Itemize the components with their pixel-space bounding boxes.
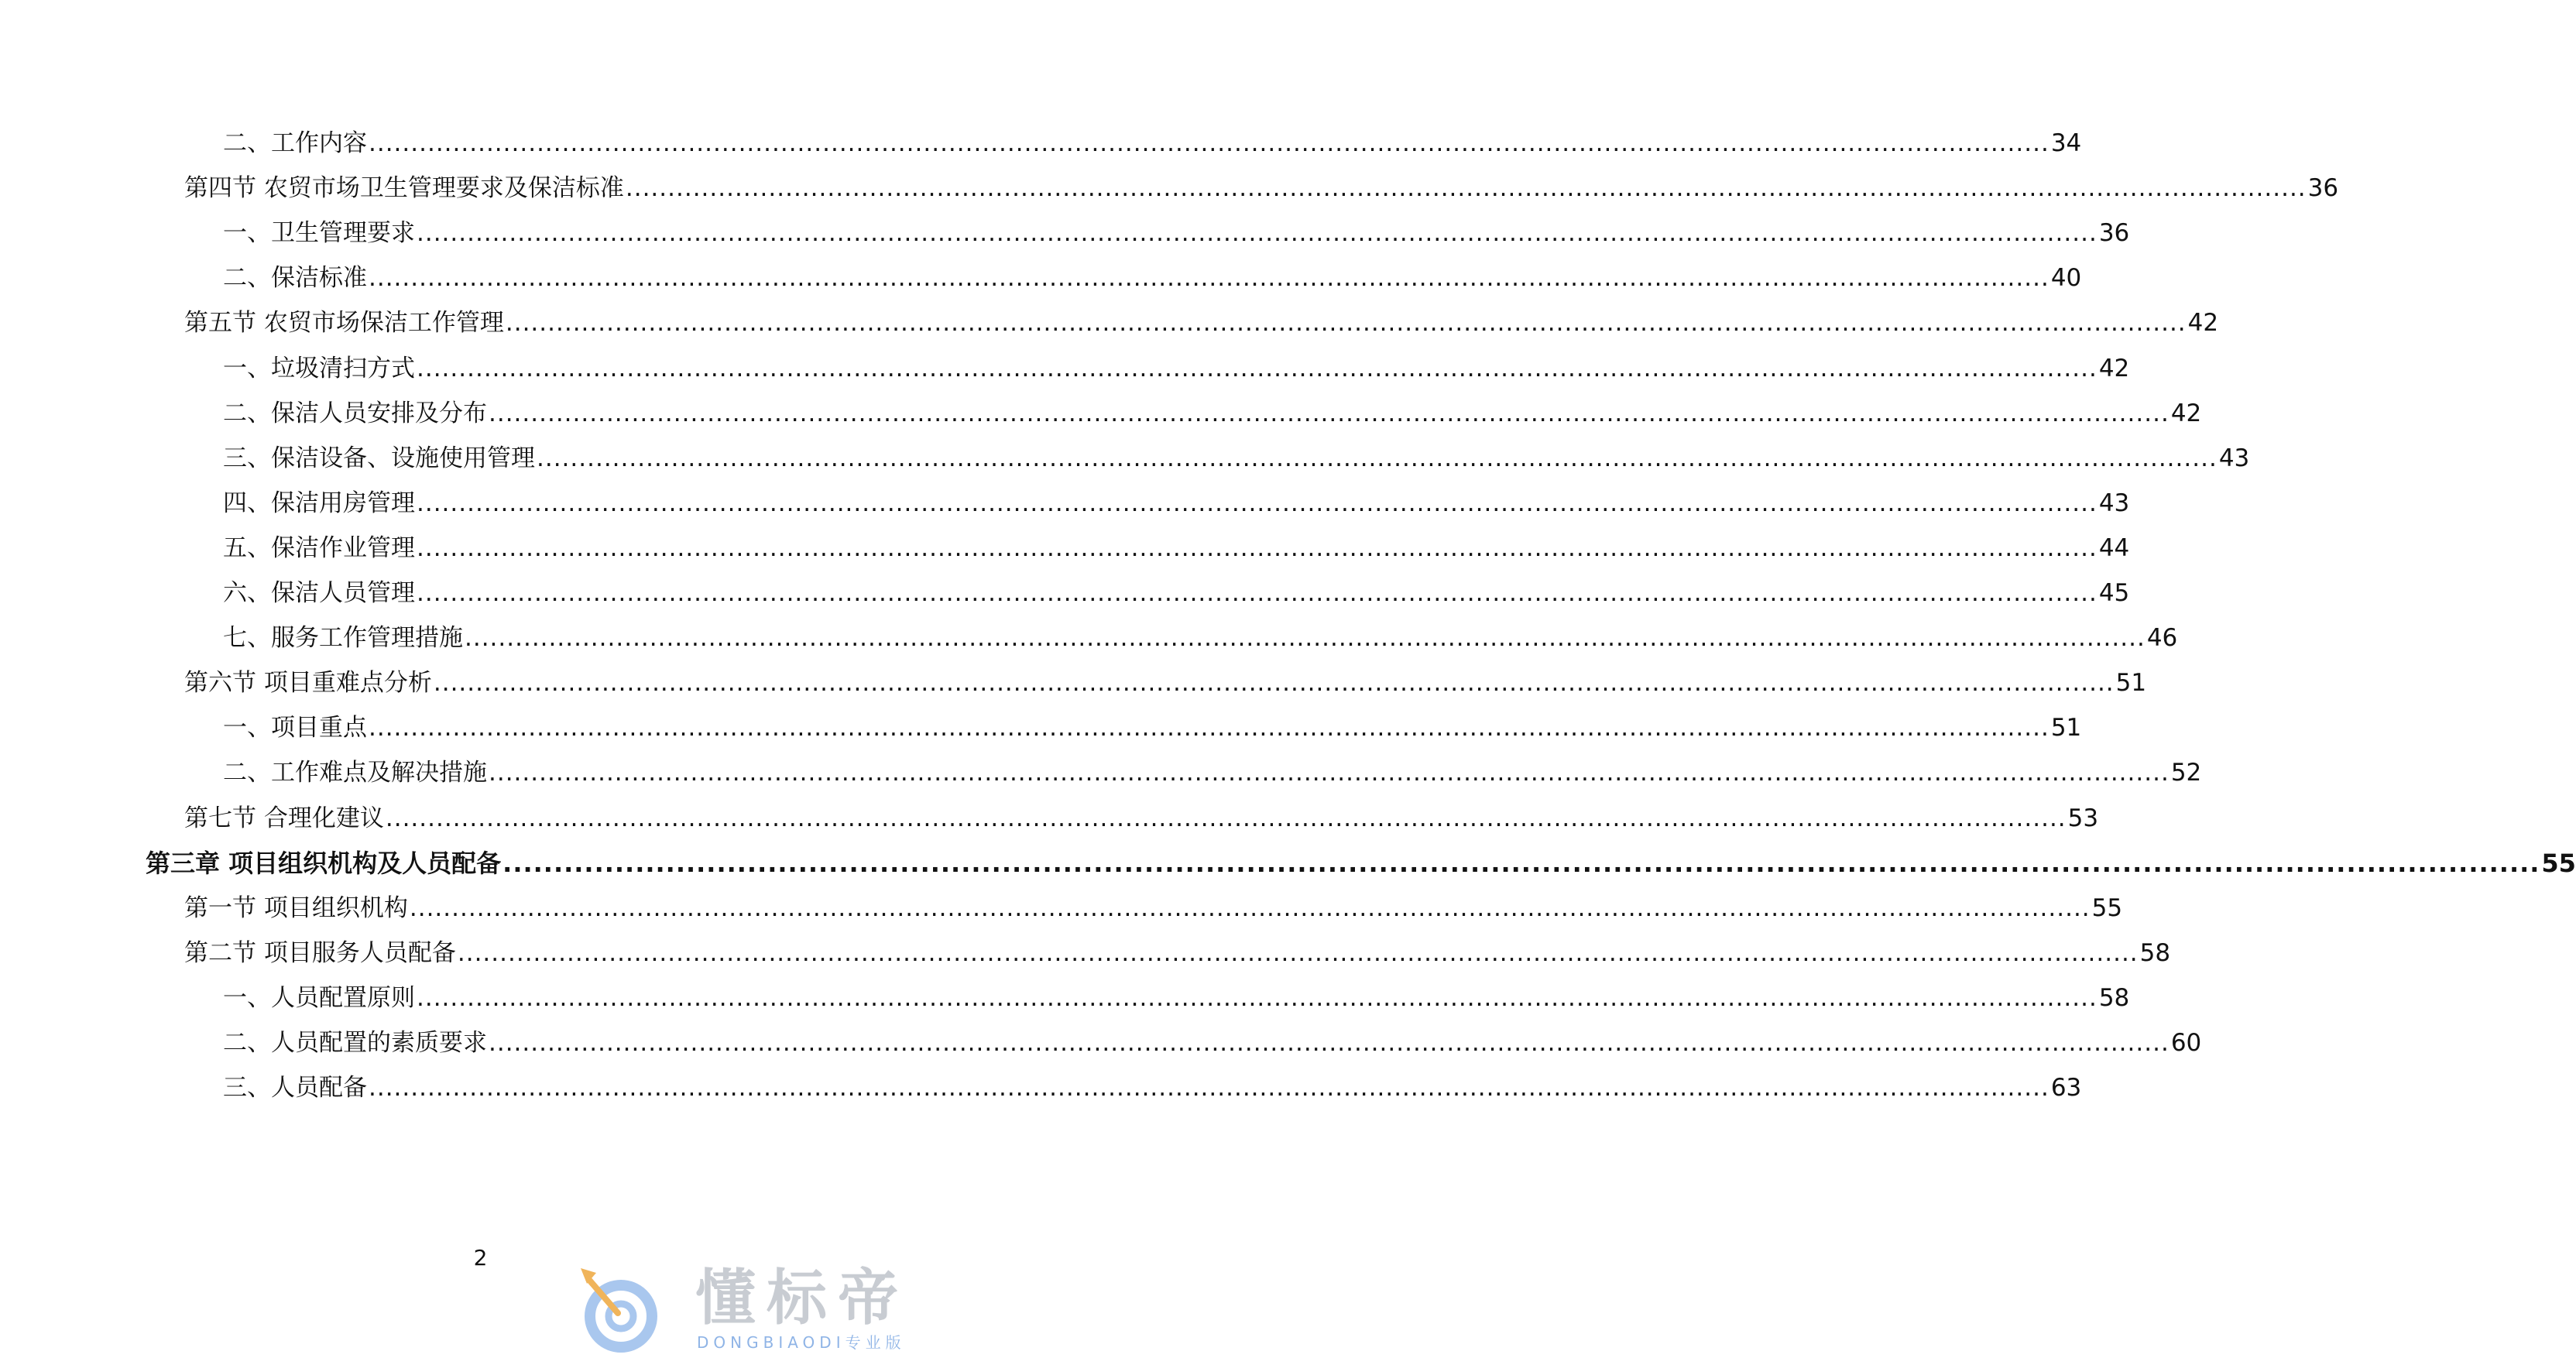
toc-leader-dots: ........................................................................................................................................................................................................ (417, 579, 2098, 607)
toc-entry[interactable] (223, 398, 2202, 429)
toc-entry-page: 53 (2067, 804, 2099, 832)
toc-entry-page: 44 (2098, 533, 2130, 562)
toc-entry[interactable] (184, 938, 2171, 969)
toc-entry[interactable] (223, 443, 2250, 474)
toc-entry[interactable] (223, 982, 2130, 1013)
toc-leader-dots: ........................................................................................................................................................................................................ (369, 264, 2049, 293)
toc-leader-dots: ........................................................................................................................................................................................................ (489, 399, 2170, 427)
toc-entry[interactable] (184, 173, 2339, 204)
toc-leader-dots: ........................................................................................................................................................................................................ (417, 219, 2098, 248)
toc-leader-dots: ........................................................................................................................................................................................................ (417, 983, 2098, 1012)
toc-leader-dots: ........................................................................................................................................................................................................ (465, 624, 2146, 653)
toc-entry-title: 第一节 项目组织机构 (184, 893, 408, 922)
toc-leader-dots: ........................................................................................................................................................................................................ (503, 848, 2540, 878)
toc-entry-title: 四、保洁用房管理 (223, 489, 415, 517)
toc-entry[interactable] (223, 488, 2130, 519)
toc-entry-page: 42 (2098, 354, 2130, 382)
toc-entry[interactable] (223, 353, 2130, 384)
toc-entry[interactable] (223, 218, 2130, 249)
toc-entry-title: 三、人员配备 (223, 1074, 367, 1103)
toc-leader-dots: ........................................................................................................................................................................................................ (489, 1029, 2170, 1057)
toc-entry-page: 42 (2187, 309, 2219, 338)
toc-entry-title: 一、人员配置原则 (223, 983, 415, 1012)
toc-leader-dots: ........................................................................................................................................................................................................ (433, 669, 2115, 698)
toc-entry[interactable] (223, 128, 2082, 159)
toc-leader-dots: ........................................................................................................................................................................................................ (409, 893, 2091, 922)
toc-entry-title: 第六节 项目重难点分析 (184, 669, 432, 698)
toc-entry-title: 一、垃圾清扫方式 (223, 354, 415, 382)
toc-leader-dots: ........................................................................................................................................................................................................ (369, 1074, 2049, 1103)
toc-entry-title: 二、保洁标准 (223, 264, 367, 293)
watermark-logo (573, 1262, 945, 1353)
toc-entry-page: 34 (2050, 129, 2082, 157)
toc-leader-dots: ........................................................................................................................................................................................................ (625, 174, 2307, 203)
toc-entry-page: 60 (2170, 1029, 2202, 1057)
toc-entry-page: 46 (2146, 624, 2178, 653)
toc-entry-page: 63 (2050, 1074, 2082, 1103)
toc-entry-title: 第二节 项目服务人员配备 (184, 938, 456, 967)
toc-entry[interactable] (184, 893, 2123, 924)
toc-entry-page: 55 (2091, 893, 2123, 922)
toc-entry-page: 36 (2098, 219, 2130, 248)
toc-leader-dots: ........................................................................................................................................................................................................ (369, 129, 2049, 157)
toc-leader-dots: ........................................................................................................................................................................................................ (489, 759, 2170, 787)
toc-leader-dots: ........................................................................................................................................................................................................ (417, 354, 2098, 382)
toc-entry-title: 第三章 项目组织机构及人员配备 (146, 848, 502, 878)
toc-leader-dots: ........................................................................................................................................................................................................ (457, 938, 2139, 967)
toc-entry-page: 51 (2115, 669, 2147, 698)
toc-entry[interactable] (184, 803, 2099, 834)
toc-entry-title: 六、保洁人员管理 (223, 579, 415, 607)
toc-entry-title: 第七节 合理化建议 (184, 804, 384, 832)
toc-entry[interactable] (184, 667, 2147, 698)
toc-entry-title: 二、保洁人员安排及分布 (223, 399, 487, 427)
toc-entry[interactable] (223, 1027, 2202, 1058)
toc-entry-title: 一、项目重点 (223, 714, 367, 742)
toc-entry[interactable] (146, 848, 2576, 879)
toc-entry-page: 52 (2170, 759, 2202, 787)
toc-entry-page: 40 (2050, 264, 2082, 293)
toc-entry-page: 58 (2098, 983, 2130, 1012)
toc-entry-title: 三、保洁设备、设施使用管理 (223, 444, 535, 472)
toc-entry[interactable] (223, 712, 2082, 743)
toc-entry-title: 二、工作内容 (223, 129, 367, 157)
toc-entry-page: 43 (2218, 444, 2250, 472)
toc-entry[interactable] (223, 1072, 2082, 1103)
toc-entry-page: 45 (2098, 579, 2130, 607)
toc-leader-dots: ........................................................................................................................................................................................................ (417, 533, 2098, 562)
toc-leader-dots: ........................................................................................................................................................................................................ (417, 489, 2098, 517)
toc-entry-title: 五、保洁作业管理 (223, 533, 415, 562)
toc-entry-title: 第五节 农贸市场保洁工作管理 (184, 309, 504, 338)
toc-entry-title: 七、服务工作管理措施 (223, 624, 463, 653)
toc-entry-title: 第四节 农贸市场卫生管理要求及保洁标准 (184, 174, 624, 203)
toc-entry[interactable] (223, 578, 2130, 609)
toc-entry-title: 二、工作难点及解决措施 (223, 759, 487, 787)
toc-entry[interactable] (223, 533, 2130, 564)
toc-leader-dots: ........................................................................................................................................................................................................ (537, 444, 2218, 472)
toc-entry-page: 42 (2170, 399, 2202, 427)
watermark-subtitle: DONGBIAODI专业版 (697, 1333, 906, 1352)
target-arrow-icon (573, 1262, 672, 1353)
toc-entry[interactable] (223, 622, 2178, 653)
toc-entry-title: 二、人员配置的素质要求 (223, 1029, 487, 1057)
toc-entry-page: 43 (2098, 489, 2130, 517)
toc-leader-dots: ........................................................................................................................................................................................................ (505, 309, 2187, 338)
toc-entry[interactable] (184, 307, 2219, 338)
toc-entry-page: 58 (2139, 938, 2171, 967)
toc-entry-page: 36 (2307, 174, 2339, 203)
toc-entry[interactable] (223, 262, 2082, 293)
toc-entry-title: 一、卫生管理要求 (223, 219, 415, 248)
toc-entry[interactable] (223, 757, 2202, 788)
watermark-brand: 懂标帝 (695, 1264, 910, 1333)
page-number: 2 (473, 1245, 488, 1271)
toc-leader-dots: ........................................................................................................................................................................................................ (385, 804, 2067, 832)
toc-entry-page: 51 (2050, 714, 2082, 742)
toc-leader-dots: ........................................................................................................................................................................................................ (369, 714, 2049, 742)
toc-entry-page: 55 (2541, 848, 2576, 878)
